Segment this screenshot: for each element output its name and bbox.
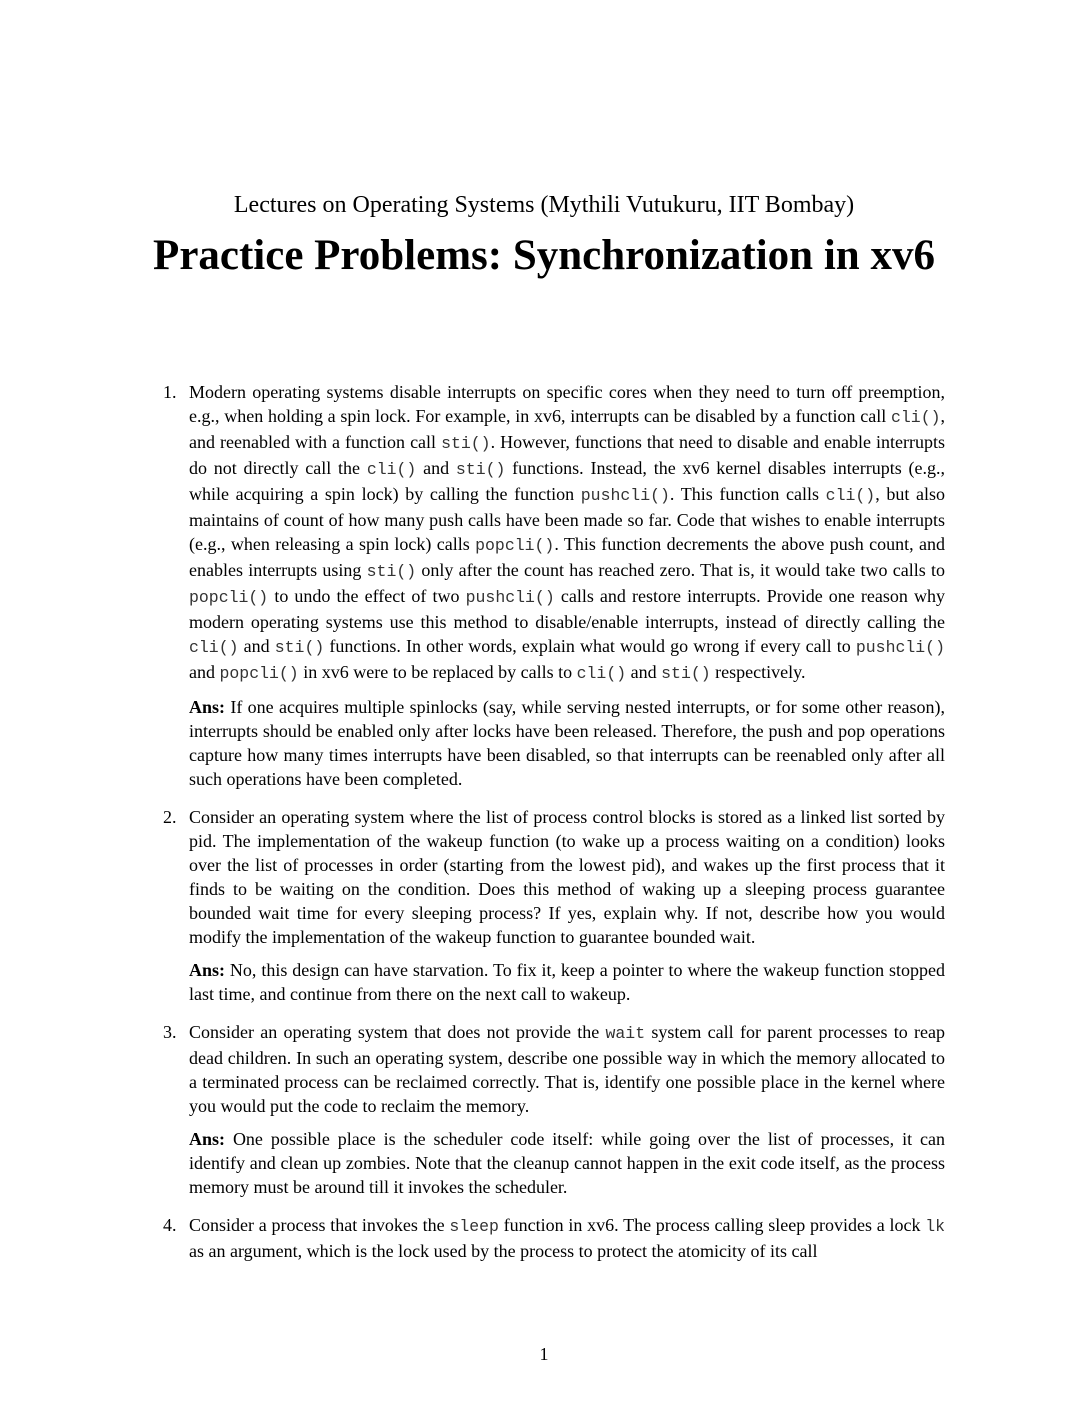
answer-text: No, this design can have starvation. To fix it, keep a pointer to where the wakeup function stopped last time, and continue from there on the next call to wakeup. [189,960,945,1004]
question-text: Consider an operating system that does not provide the [189,1022,606,1042]
answer-label: Ans: [189,960,226,980]
question-text: function in xv6. The process calling sleep provides a lock [498,1215,926,1235]
question-text: functions. Instead, the xv6 kernel disables interrupts (e.g., while acquiring a spin lock) by calling the function [189,458,945,504]
answer-text: One possible place is the scheduler code itself: while going over the list of processes, it can identify and clean up zombies. Note that the cleanup cannot happen in the exit code itself, as the process memory must be around till it invokes the scheduler. [189,1129,945,1197]
inline-code: cli() [576,664,627,683]
answer-label: Ans: [189,1129,226,1149]
question-text: and [416,458,456,478]
inline-code: pushcli() [855,638,945,657]
inline-code: cli() [825,486,876,505]
question-text: . However, functions that need to disable and enable interrupts do not directly call the [189,432,945,478]
question-text: and [626,662,662,682]
problem-question [189,1213,945,1263]
question-text: . This function calls [669,484,826,504]
question-text: . This function decrements the above push count, and enables interrupts using [189,534,946,580]
inline-code: sleep [449,1217,499,1236]
problem-item [163,380,946,791]
question-text: only after the count has reached zero. That is, it would take two calls to [416,560,945,580]
question-text: functions. In other words, explain what would go wrong if every call to [324,636,856,656]
inline-code: sti() [366,562,417,581]
page-title: Practice Problems: Synchronization in xv6 [153,232,935,279]
question-text: system call for parent processes to reap dead children. In such an operating system, describe one possible way in which the memory allocated to a terminated process can be reclaimed correctly. That is, identify one possible place in the kernel where you would put the code to reclaim the memory. [189,1022,945,1116]
problem-item [163,1020,945,1199]
question-text: Consider a process that invokes the [189,1215,450,1235]
inline-code: popcli() [189,588,269,607]
inline-code: sti() [661,664,711,683]
inline-code: sti() [455,460,506,479]
inline-code: pushcli() [465,588,555,607]
problem-number: 2. [163,807,177,827]
question-text: as an argument, which is the lock used by the process to protect the atomicity of its call [189,1241,818,1261]
problem-number: 1. [163,382,177,402]
inline-code: lk [925,1217,946,1236]
problem-item [163,805,945,1006]
lecture-series-line: Lectures on Operating Systems (Mythili Vutukuru, IIT Bombay) [233,192,855,218]
inline-code: cli() [189,638,239,657]
page-number: 1 [539,1344,549,1364]
inline-code: cli() [890,408,941,427]
answer-text: If one acquires multiple spinlocks (say, while serving nested interrupts, or for some other reason), interrupts should be enabled only after locks have been released. Therefore, the push and pop operations capture how many times interrupts have been disabled, so that interrupts can be reenabled only after all such operations have been completed. [189,697,945,789]
problem-answer [189,1127,945,1199]
question-text: Consider an operating system where the list of process control blocks is stored as a linked list sorted by pid. The implementation of the wakeup function (to wake up a process waiting on a condition) looks over the list of processes in order (starting from the lowest pid), and wakes up the first process that it finds to be waiting on the condition. Does this method of waking up a sleeping process guarantee bounded wait time for every sleeping process? If yes, explain why. If not, describe how you would modify the implementation of the wakeup function to guarantee bounded wait. [189,807,945,947]
problem-number: 4. [163,1215,177,1235]
inline-code: popcli() [219,664,299,683]
inline-code: wait [605,1024,646,1043]
answer-label: Ans: [189,697,226,717]
question-text: Modern operating systems disable interrupts on specific cores when they need to turn off preemption, e.g., when holding a spin lock. For example, in xv6, interrupts can be disabled by a function call [189,382,945,426]
problem-answer [189,695,945,791]
inline-code: popcli() [475,536,555,555]
question-text: , and reenabled with a function call [189,406,945,452]
inline-code: pushcli() [580,486,670,505]
question-text: and [189,662,220,682]
inline-code: cli() [366,460,417,479]
problem-question [189,380,945,686]
question-text: calls and restore interrupts. Provide one reason why modern operating systems use this method to disable/enable interrupts, instead of directly calling the [189,586,945,632]
problem-item [163,1213,946,1263]
question-text: respectively. [710,662,806,682]
problem-answer [189,958,945,1006]
question-text: , but also maintains of count of how many push calls have been made so far. Code that wishes to enable interrupts (e.g., when releasing a spin lock) calls [189,484,945,554]
question-text: in xv6 were to be replaced by calls to [298,662,577,682]
problem-question [189,1020,945,1118]
question-text: and [238,636,275,656]
problem-list [163,380,946,1277]
inline-code: sti() [274,638,325,657]
question-text: to undo the effect of two [268,586,466,606]
problem-number: 3. [163,1022,177,1042]
problem-question [189,805,945,949]
inline-code: sti() [441,434,491,453]
